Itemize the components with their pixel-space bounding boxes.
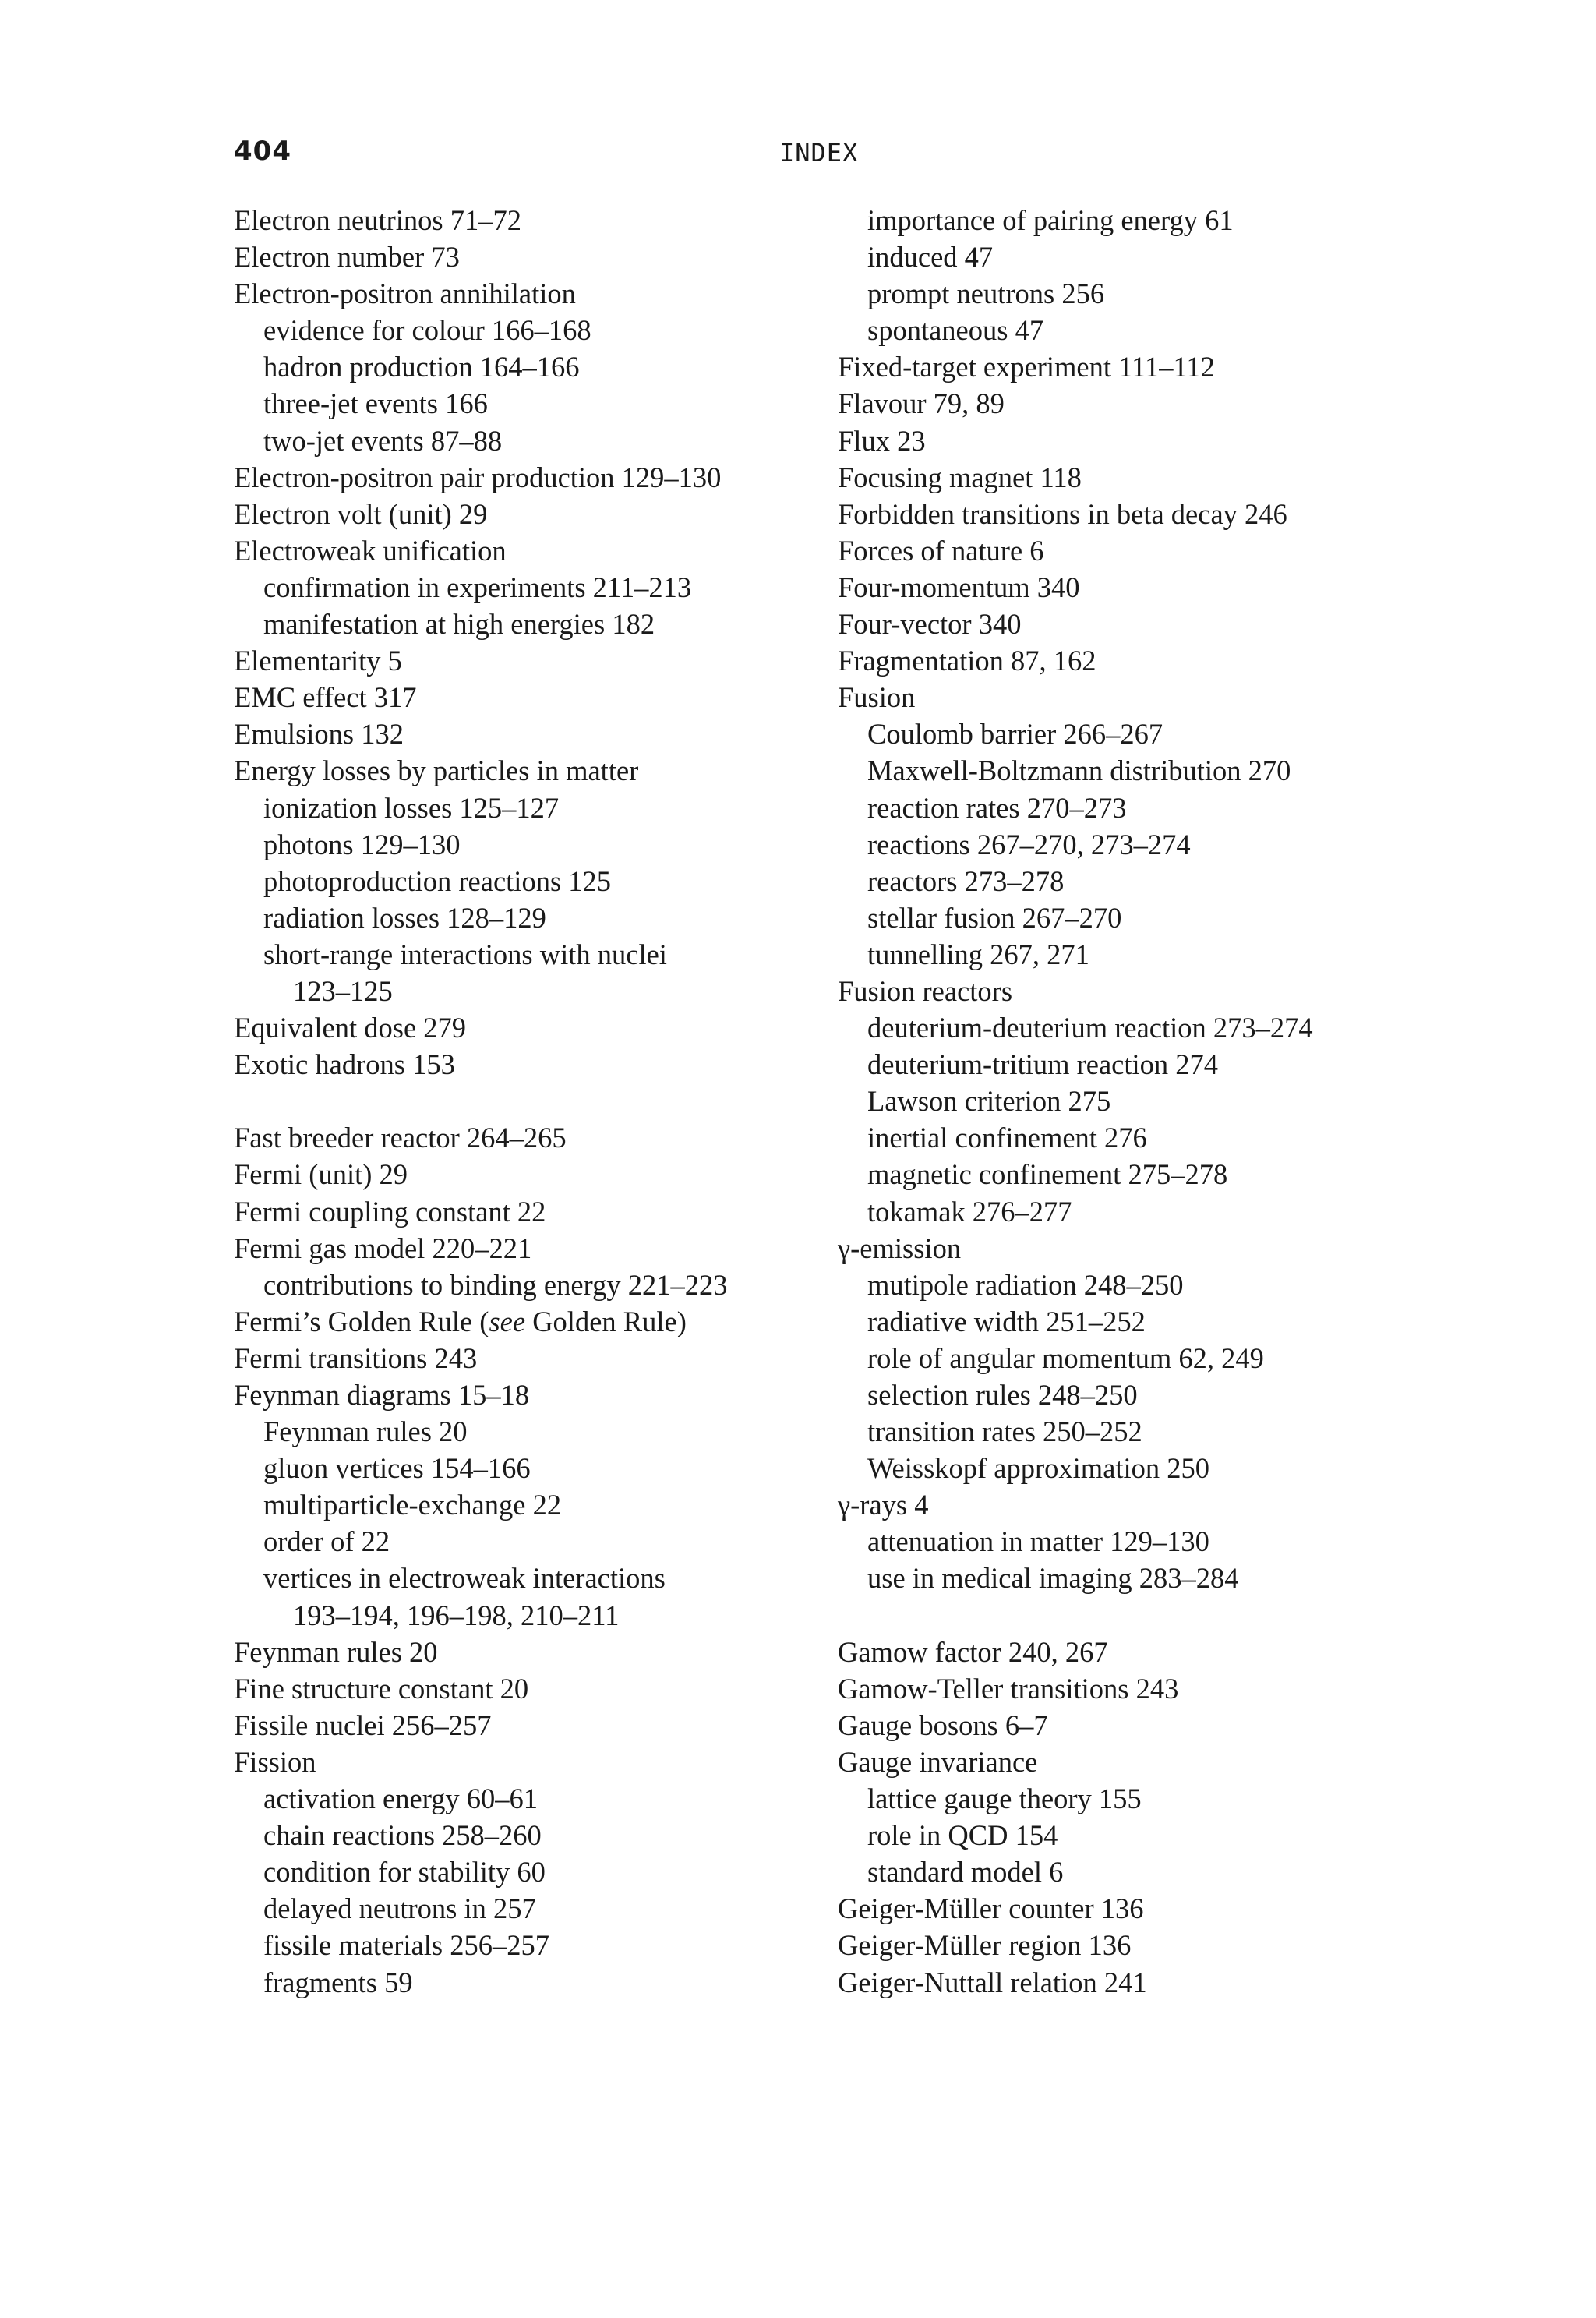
index-subentry [838, 1267, 1461, 1303]
index-entry [838, 1744, 1461, 1780]
index-subentry [234, 1597, 857, 1634]
index-entry-text: fragments 59 [263, 1966, 413, 1998]
index-entry-text: use in medical imaging 283–284 [867, 1562, 1239, 1595]
index-entry-text: radiation losses 128–129 [263, 901, 546, 934]
index-entry-text: standard model 6 [867, 1856, 1064, 1889]
index-entry-text: Four-vector 340 [838, 608, 1022, 641]
index-entry [838, 385, 1461, 422]
index-entry-text: Emulsions 132 [234, 718, 404, 751]
index-entry-text: reactions 267–270, 273–274 [867, 828, 1191, 860]
index-entry [838, 496, 1461, 532]
index-entry [234, 1670, 857, 1707]
index-column-left [234, 202, 857, 2001]
index-subentry [234, 312, 857, 348]
index-entry-text: deuterium-deuterium reaction 273–274 [867, 1012, 1313, 1044]
index-entry-text: selection rules 248–250 [867, 1379, 1138, 1411]
index-subentry [838, 936, 1461, 973]
index-entry-text: spontaneous 47 [867, 314, 1044, 347]
index-subentry [838, 1817, 1461, 1853]
index-entry [234, 202, 857, 239]
index-subentry [234, 385, 857, 422]
index-entry [234, 1156, 857, 1193]
index-entry [838, 348, 1461, 385]
index-subentry [838, 1523, 1461, 1560]
index-entry-text: Fermi’s Golden Rule ( [234, 1305, 489, 1337]
index-entry [234, 642, 857, 679]
index-entry-text: two-jet events 87–88 [263, 424, 503, 457]
index-entry-text: Geiger-Müller region 136 [838, 1929, 1132, 1962]
index-subentry [234, 826, 857, 863]
index-entry-text: Electroweak unification [234, 534, 507, 567]
index-subentry [234, 1523, 857, 1560]
index-entry-text: prompt neutrons 256 [867, 277, 1105, 310]
index-entry-text: Gauge bosons 6–7 [838, 1708, 1048, 1741]
index-subentry [838, 1119, 1461, 1156]
index-entry-text: magnetic confinement 275–278 [867, 1158, 1228, 1191]
index-subentry [234, 1267, 857, 1303]
index-subentry [234, 863, 857, 899]
index-entry [234, 1046, 857, 1083]
index-entry [234, 752, 857, 789]
index-subentry [838, 899, 1461, 936]
index-entry-text: chain reactions 258–260 [263, 1819, 542, 1852]
index-subentry [234, 569, 857, 606]
index-entry-text: Lawson criterion 275 [867, 1085, 1111, 1118]
index-entry-text: Geiger-Müller counter 136 [838, 1892, 1144, 1925]
index-subentry [234, 606, 857, 642]
page-number: 404 [234, 136, 291, 167]
index-entry [234, 532, 857, 569]
index-entry [838, 569, 1461, 606]
index-entry-text: photons 129–130 [263, 828, 461, 860]
index-entry-text: role in QCD 154 [867, 1819, 1058, 1852]
index-entry-text: Equivalent dose 279 [234, 1012, 467, 1044]
index-subentry [838, 1083, 1461, 1119]
index-entry-text: Energy losses by particles in matter [234, 754, 639, 787]
index-entry-text: Fissile nuclei 256–257 [234, 1708, 492, 1741]
index-entry-text: Maxwell-Boltzmann distribution 270 [867, 754, 1291, 787]
index-entry-text: Fermi gas model 220–221 [234, 1231, 532, 1264]
index-subentry [838, 1780, 1461, 1817]
index-entry-text: Fusion [838, 681, 916, 714]
index-entry-text: contributions to binding energy 221–223 [263, 1268, 728, 1301]
index-entry-text: Electron-positron pair production 129–130 [234, 461, 722, 493]
index-entry-text: Flux 23 [838, 424, 926, 457]
index-group-gap [838, 1597, 1461, 1634]
index-entry [838, 642, 1461, 679]
index-entry-text: γ-emission [838, 1231, 962, 1264]
index-entry-text: role of angular momentum 62, 249 [867, 1341, 1264, 1374]
index-entry-text: multiparticle-exchange 22 [263, 1489, 562, 1521]
index-entry-text: Gamow factor 240, 267 [838, 1635, 1108, 1668]
index-entry-text: Gauge invariance [838, 1745, 1038, 1778]
index-entry-text: vertices in electroweak interactions [263, 1562, 666, 1595]
index-entry [234, 275, 857, 312]
index-entry-text: Four-momentum 340 [838, 571, 1080, 603]
index-subentry [234, 899, 857, 936]
index-entry-text: induced 47 [867, 241, 994, 274]
index-entry [838, 1964, 1461, 2001]
index-entry-text: Fermi (unit) 29 [234, 1158, 408, 1191]
index-subentry [234, 1413, 857, 1450]
index-entry-text: Flavour 79, 89 [838, 387, 1005, 420]
index-entry-text: Exotic hadrons 153 [234, 1048, 455, 1081]
index-entry-text: Gamow-Teller transitions 243 [838, 1672, 1179, 1705]
index-entry [234, 496, 857, 532]
index-subentry [838, 716, 1461, 752]
index-entry-text: 123–125 [293, 974, 393, 1007]
index-subentry [838, 312, 1461, 348]
index-entry-text: Fusion reactors [838, 974, 1013, 1007]
index-entry-text: Forbidden transitions in beta decay 246 [838, 497, 1287, 530]
index-entry [838, 1927, 1461, 1963]
index-entry-text: manifestation at high energies 182 [263, 608, 655, 641]
index-subentry [234, 1486, 857, 1523]
index-entry-text: gluon vertices 154–166 [263, 1452, 531, 1485]
index-entry [838, 532, 1461, 569]
index-entry-text: three-jet events 166 [263, 387, 488, 420]
index-entry-text: Fine structure constant 20 [234, 1672, 529, 1705]
index-subentry [234, 973, 857, 1009]
index-entry-text: Focusing magnet 118 [838, 461, 1082, 493]
index-entry [838, 1486, 1461, 1523]
index-entry [234, 1009, 857, 1046]
index-subentry [838, 239, 1461, 275]
index-entry-text: Fragmentation 87, 162 [838, 645, 1096, 677]
index-entry-text: Electron volt (unit) 29 [234, 497, 488, 530]
index-entry-text: deuterium-tritium reaction 274 [867, 1048, 1219, 1081]
index-subentry [838, 1853, 1461, 1890]
index-entry-text: reactors 273–278 [867, 864, 1065, 897]
index-entry [234, 239, 857, 275]
index-entry-text: stellar fusion 267–270 [867, 901, 1122, 934]
index-entry [234, 1707, 857, 1744]
index-entry [234, 1193, 857, 1230]
index-entry-text: Fermi transitions 243 [234, 1341, 478, 1374]
index-entry-text: Fixed-target experiment 111–112 [838, 351, 1215, 383]
index-entry-text: inertial confinement 276 [867, 1122, 1147, 1154]
index-subentry [838, 1046, 1461, 1083]
index-entry-text: ionization losses 125–127 [263, 791, 560, 824]
index-entry-text: delayed neutrons in 257 [263, 1892, 536, 1925]
index-subentry [234, 1853, 857, 1890]
index-subentry [838, 752, 1461, 789]
index-subentry [234, 1890, 857, 1927]
index-entry-text: Electron neutrinos 71–72 [234, 204, 521, 236]
index-entry-text: transition rates 250–252 [867, 1415, 1142, 1448]
index-entry-text: mutipole radiation 248–250 [867, 1268, 1184, 1301]
index-entry-text: 193–194, 196–198, 210–211 [293, 1599, 620, 1631]
index-entry [838, 422, 1461, 459]
index-entry-text: activation energy 60–61 [263, 1783, 538, 1815]
index-entry-text: Feynman rules 20 [234, 1635, 438, 1668]
index-column-right [838, 202, 1461, 2001]
index-entry [234, 716, 857, 752]
index-entry-text: γ-rays 4 [838, 1489, 929, 1521]
index-entry-text: Electron-positron annihilation [234, 277, 576, 310]
index-subentry [234, 936, 857, 973]
index-entry-text: Feynman rules 20 [263, 1415, 468, 1448]
index-entry [234, 1303, 857, 1340]
index-subentry [838, 790, 1461, 826]
index-subentry [234, 1817, 857, 1853]
index-subentry [838, 1156, 1461, 1193]
index-subentry [838, 202, 1461, 239]
index-subentry [838, 1560, 1461, 1596]
index-entry [234, 1119, 857, 1156]
index-subentry [838, 1340, 1461, 1376]
index-subentry [838, 1376, 1461, 1413]
index-entry-text: confirmation in experiments 211–213 [263, 571, 692, 603]
index-entry-text: tokamak 276–277 [867, 1195, 1072, 1228]
index-entry-text: Weisskopf approximation 250 [867, 1452, 1210, 1485]
index-entry [838, 459, 1461, 496]
index-entry-text: Geiger-Nuttall relation 241 [838, 1966, 1147, 1998]
index-entry-text: hadron production 164–166 [263, 351, 580, 383]
index-entry-text: Elementarity 5 [234, 645, 402, 677]
index-entry-text: attenuation in matter 129–130 [867, 1525, 1209, 1558]
index-entry [838, 973, 1461, 1009]
index-subentry [234, 1450, 857, 1486]
index-subentry [838, 826, 1461, 863]
index-subentry [838, 1303, 1461, 1340]
index-entry [838, 1707, 1461, 1744]
index-entry-text: short-range interactions with nuclei [263, 938, 667, 970]
index-subentry [838, 275, 1461, 312]
index-entry [838, 1230, 1461, 1267]
index-subentry [838, 1193, 1461, 1230]
index-subentry [234, 1560, 857, 1596]
index-entry-text: Feynman diagrams 15–18 [234, 1379, 530, 1411]
see-target: Golden Rule) [525, 1305, 687, 1337]
index-entry-text: Fast breeder reactor 264–265 [234, 1122, 567, 1154]
index-subentry [838, 1450, 1461, 1486]
index-subentry [234, 1927, 857, 1963]
index-entry [234, 1376, 857, 1413]
index-entry [234, 1340, 857, 1376]
index-entry-text: tunnelling 267, 271 [867, 938, 1089, 970]
index-group-gap [234, 1083, 857, 1119]
index-subentry [838, 863, 1461, 899]
index-subentry [838, 1413, 1461, 1450]
index-entry-text: Coulomb barrier 266–267 [867, 718, 1163, 751]
index-subentry [234, 790, 857, 826]
see-reference: see [489, 1305, 526, 1337]
index-entry-text: Forces of nature 6 [838, 534, 1044, 567]
index-entry [234, 1744, 857, 1780]
index-entry-text: Fermi coupling constant 22 [234, 1195, 546, 1228]
running-head: INDEX [779, 138, 859, 168]
index-entry-text: evidence for colour 166–168 [263, 314, 591, 347]
index-entry [234, 459, 857, 496]
index-entry [234, 679, 857, 716]
index-entry [838, 1634, 1461, 1670]
index-entry [234, 1634, 857, 1670]
index-entry-text: importance of pairing energy 61 [867, 204, 1234, 236]
index-entry [838, 606, 1461, 642]
index-entry-text: fissile materials 256–257 [263, 1929, 549, 1962]
index-entry [838, 1670, 1461, 1707]
index-entry-text: lattice gauge theory 155 [867, 1783, 1142, 1815]
index-subentry [234, 1780, 857, 1817]
index-subentry [234, 1964, 857, 2001]
index-entry-text: photoproduction reactions 125 [263, 864, 612, 897]
index-entry-text: Fission [234, 1745, 316, 1778]
index-entry [234, 1230, 857, 1267]
index-subentry [838, 1009, 1461, 1046]
index-entry [838, 1890, 1461, 1927]
index-subentry [234, 348, 857, 385]
index-entry-text: reaction rates 270–273 [867, 791, 1127, 824]
index-entry [838, 679, 1461, 716]
index-subentry [234, 422, 857, 459]
index-entry-text: order of 22 [263, 1525, 390, 1558]
index-entry-text: condition for stability 60 [263, 1856, 546, 1889]
index-entry-text: radiative width 251–252 [867, 1305, 1146, 1337]
index-entry-text: Electron number 73 [234, 241, 460, 274]
index-entry-text: EMC effect 317 [234, 681, 417, 714]
